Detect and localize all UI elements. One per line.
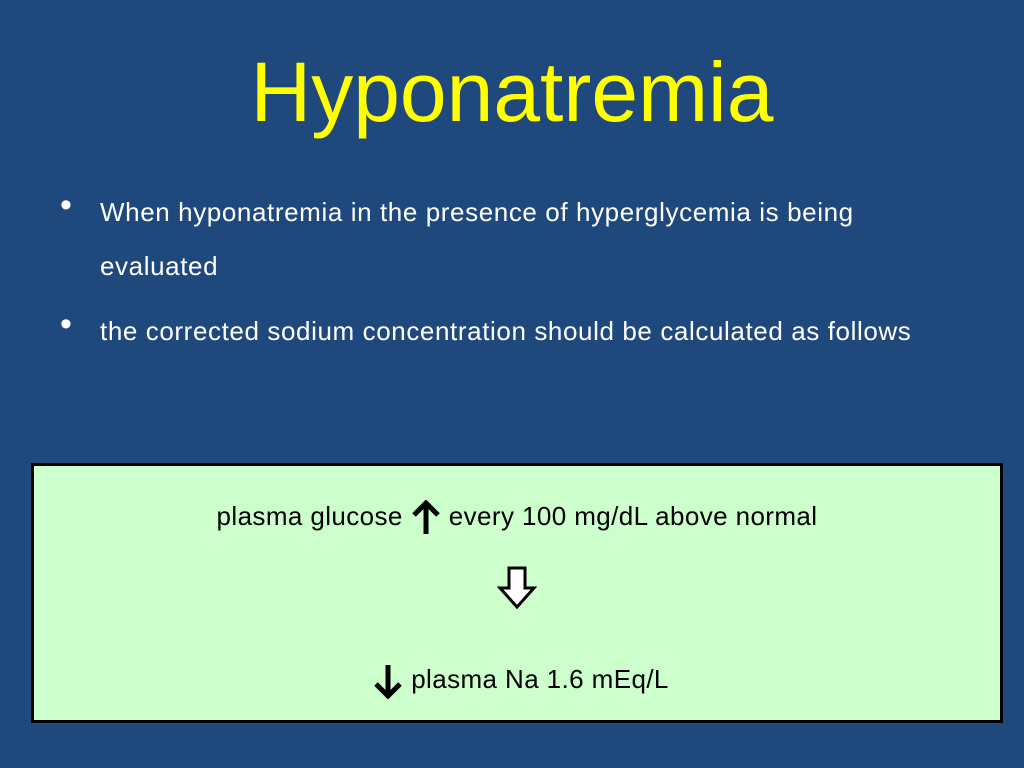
formula-line-implies [34, 566, 1000, 616]
bullet-text: the corrected sodium concentration should be calculated as follows [100, 316, 912, 346]
formula-glucose-label: plasma glucose [216, 501, 403, 531]
arrow-up-icon [409, 500, 443, 536]
formula-line-glucose [34, 499, 1000, 536]
formula-box [31, 463, 1003, 723]
hollow-down-arrow-icon [497, 566, 537, 610]
formula-glucose-threshold: every 100 mg/dL above normal [448, 501, 818, 531]
slide-title: Hyponatremia [250, 45, 774, 139]
formula-sodium-change: plasma Na 1.6 mEq/L [411, 664, 669, 694]
bullet-dot-icon: • [60, 305, 72, 343]
bullet-dot-icon: • [60, 186, 72, 224]
bullet-text: When hyponatremia in the presence of hyperglycemia is being evaluated [100, 197, 854, 281]
formula-line-sodium [34, 662, 1000, 699]
arrow-down-icon [371, 663, 405, 699]
